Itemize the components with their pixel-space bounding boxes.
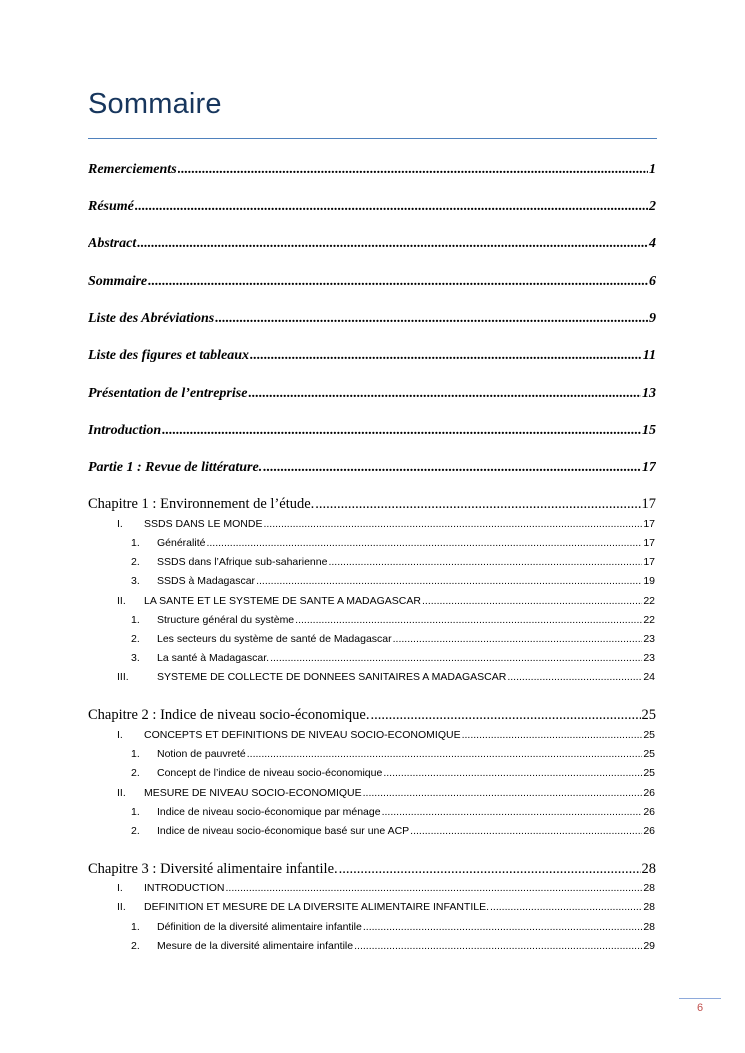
toc-leader (206, 537, 642, 549)
toc-leader (263, 460, 641, 476)
toc-page: 26 (643, 787, 655, 799)
toc-label: Notion de pauvreté (157, 748, 246, 760)
toc-page: 28 (643, 921, 655, 933)
toc-entry-section[interactable] (117, 898, 655, 913)
toc-label: Définition de la diversité alimentaire infantile (157, 921, 362, 933)
toc-leader (226, 882, 643, 894)
toc-number: 1. (131, 748, 140, 760)
toc-number: 2. (131, 556, 140, 568)
toc-page: 17 (643, 518, 655, 530)
toc-page: 17 (641, 496, 656, 512)
toc-label: CONCEPTS ET DEFINITIONS DE NIVEAU SOCIO-ECONOMIQUE (144, 729, 461, 741)
toc-label: SYSTEME DE COLLECTE DE DONNEES SANITAIRES A MADAGASCAR (157, 671, 507, 683)
toc-label: LA SANTE ET LE SYSTEME DE SANTE A MADAGASCAR (144, 595, 421, 607)
toc-label: MESURE DE NIVEAU SOCIO-ECONOMIQUE (144, 787, 362, 799)
toc-leader (248, 386, 641, 402)
toc-leader (295, 614, 642, 626)
toc-label: Mesure de la diversité alimentaire infantile (157, 940, 354, 952)
toc-page: 22 (643, 614, 655, 626)
toc-label: Résumé (88, 199, 134, 214)
toc-page: 24 (643, 671, 655, 683)
toc-label: Indice de niveau socio-économique par ménage (157, 806, 381, 818)
toc-entry-subsection[interactable] (131, 937, 655, 952)
toc-label: Introduction (88, 423, 162, 438)
toc-number: I. (117, 882, 123, 894)
toc-number: 1. (131, 614, 140, 626)
toc-number: 2. (131, 767, 140, 779)
toc-page: 13 (642, 386, 656, 401)
toc-page: 15 (642, 423, 656, 438)
toc-leader (370, 707, 640, 724)
toc-entry-subsection[interactable] (131, 572, 655, 587)
toc-entry-resume[interactable] (88, 195, 656, 215)
toc-entry-section[interactable] (117, 879, 655, 894)
toc-leader (250, 348, 642, 364)
toc-label: Chapitre 2 : Indice de niveau socio-économique. (88, 707, 370, 723)
toc-label: Structure général du système (157, 614, 295, 626)
toc-leader (315, 496, 640, 513)
toc-leader (422, 595, 642, 607)
toc-label: Sommaire (88, 274, 148, 289)
toc-label: SSDS dans l’Afrique sub-saharienne (157, 556, 328, 568)
toc-leader (256, 575, 642, 587)
toc-leader (393, 633, 643, 645)
toc-entry-chapitre-2[interactable] (88, 704, 656, 724)
toc-number: 2. (131, 940, 140, 952)
toc-label: Liste des Abréviations (88, 311, 215, 326)
toc-page: 17 (642, 460, 656, 475)
toc-leader (354, 940, 642, 952)
toc-label: La santé à Madagascar. (157, 652, 270, 664)
toc-leader (162, 423, 641, 439)
toc-label: Concept de l’indice de niveau socio-économique (157, 767, 383, 779)
toc-leader (247, 748, 643, 760)
toc-number: 1. (131, 537, 140, 549)
toc-leader (339, 861, 641, 878)
toc-leader (462, 729, 643, 741)
toc-page: 4 (649, 236, 656, 251)
page-number: 6 (696, 1002, 704, 1014)
toc-leader (270, 652, 642, 664)
toc-leader (263, 518, 642, 530)
toc-entry-section[interactable] (117, 592, 655, 607)
toc-entry-section[interactable] (117, 668, 655, 683)
toc-leader (363, 921, 642, 933)
toc-page: 26 (643, 806, 655, 818)
toc-number: 2. (131, 633, 140, 645)
toc-entry-introduction[interactable] (88, 419, 656, 439)
toc-leader (410, 825, 642, 837)
toc-page: 17 (643, 537, 655, 549)
page-title: Sommaire (88, 88, 222, 120)
toc-number: 1. (131, 921, 140, 933)
toc-label: Chapitre 1 : Environnement de l’étude. (88, 496, 315, 512)
toc-entry-abreviations[interactable] (88, 307, 656, 327)
toc-page: 23 (643, 633, 655, 645)
toc-label: INTRODUCTION (144, 882, 225, 894)
toc-page: 22 (643, 595, 655, 607)
toc-entry-figures-tableaux[interactable] (88, 344, 656, 364)
toc-page: 23 (643, 652, 655, 664)
toc-page: 6 (649, 274, 656, 289)
toc-entry-subsection[interactable] (131, 803, 655, 818)
toc-label: Chapitre 3 : Diversité alimentaire infantile. (88, 861, 338, 877)
toc-page: 25 (643, 767, 655, 779)
toc-label: Les secteurs du système de santé de Madagascar (157, 633, 392, 645)
toc-leader (490, 901, 642, 913)
toc-label: SSDS à Madagascar (157, 575, 256, 587)
toc-label: Présentation de l’entreprise (88, 386, 248, 401)
toc-page: 29 (643, 940, 655, 952)
toc-entry-subsection[interactable] (131, 745, 655, 760)
title-underline (88, 138, 657, 139)
toc-entry-partie-1[interactable] (88, 456, 656, 476)
toc-entry-entreprise[interactable] (88, 382, 656, 402)
toc-entry-section[interactable] (117, 726, 655, 741)
toc-page: 26 (643, 825, 655, 837)
toc-label: Partie 1 : Revue de littérature. (88, 460, 263, 475)
toc-page: 28 (641, 861, 656, 877)
toc-entry-abstract[interactable] (88, 232, 656, 252)
toc-number: 2. (131, 825, 140, 837)
toc-page: 9 (649, 311, 656, 326)
toc-label: Abstract (88, 236, 137, 251)
toc-entry-subsection[interactable] (131, 764, 655, 779)
toc-leader (383, 767, 642, 779)
toc-entry-chapitre-1[interactable] (88, 493, 656, 513)
toc-entry-subsection[interactable] (131, 822, 655, 837)
toc-entry-chapitre-3[interactable] (88, 858, 656, 878)
toc-page: 2 (649, 199, 656, 214)
toc-number: III. (117, 671, 129, 683)
toc-entry-subsection[interactable] (131, 649, 655, 664)
toc-number: II. (117, 901, 126, 913)
toc-entry-section[interactable] (117, 515, 655, 530)
toc-entry-subsection[interactable] (131, 918, 655, 933)
toc-page: 28 (643, 882, 655, 894)
toc-leader (363, 787, 643, 799)
toc-label: Remerciements (88, 162, 177, 177)
toc-number: II. (117, 595, 126, 607)
toc-number: I. (117, 729, 123, 741)
toc-entry-subsection[interactable] (131, 534, 655, 549)
toc-entry-sommaire[interactable] (88, 270, 656, 290)
toc-entry-subsection[interactable] (131, 611, 655, 626)
toc-leader (507, 671, 642, 683)
toc-label: SSDS DANS LE MONDE (144, 518, 263, 530)
toc-leader (215, 311, 648, 327)
toc-page: 25 (643, 748, 655, 760)
toc-entry-subsection[interactable] (131, 553, 655, 568)
toc-page: 25 (641, 707, 656, 723)
toc-page: 1 (649, 162, 656, 177)
toc-label: Indice de niveau socio-économique basé sur une ACP (157, 825, 410, 837)
toc-number: 3. (131, 652, 140, 664)
toc-number: I. (117, 518, 123, 530)
toc-number: 1. (131, 806, 140, 818)
toc-page: 19 (643, 575, 655, 587)
toc-leader (178, 162, 648, 178)
toc-entry-section[interactable] (117, 784, 655, 799)
toc-leader (328, 556, 642, 568)
toc-page: 25 (643, 729, 655, 741)
toc-leader (148, 274, 648, 290)
toc-number: II. (117, 787, 126, 799)
toc-leader (137, 236, 648, 252)
toc-number: 3. (131, 575, 140, 587)
toc-page: 17 (643, 556, 655, 568)
toc-entry-subsection[interactable] (131, 630, 655, 645)
toc-entry-remerciements[interactable] (88, 158, 656, 178)
toc-page: 11 (642, 348, 656, 363)
toc-leader (382, 806, 643, 818)
toc-page: 28 (643, 901, 655, 913)
toc-label: Généralité (157, 537, 206, 549)
toc-leader (135, 199, 648, 215)
page-number-rule (679, 998, 721, 999)
toc-label: DEFINITION ET MESURE DE LA DIVERSITE ALIMENTAIRE INFANTILE. (144, 901, 490, 913)
toc-label: Liste des figures et tableaux (88, 348, 249, 363)
